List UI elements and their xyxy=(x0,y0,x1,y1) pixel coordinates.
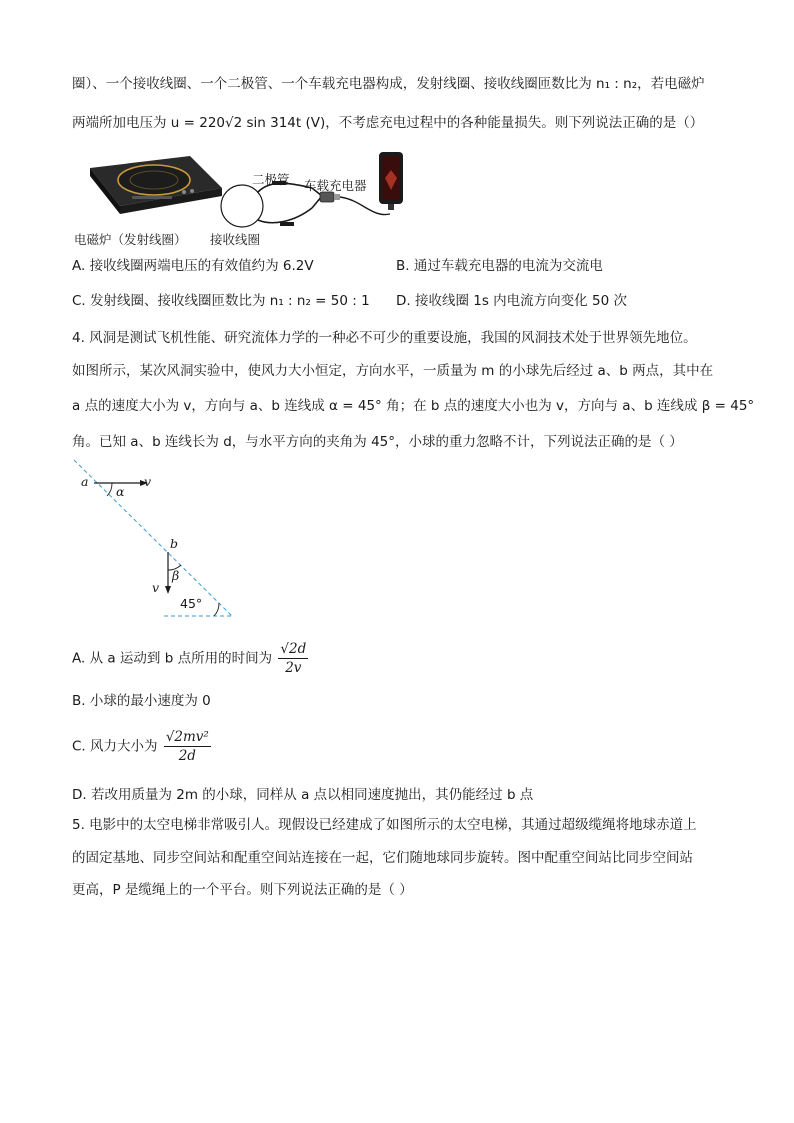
q4-option-c-denominator: 2d xyxy=(178,748,196,764)
q4-stem-line-4: 角。已知 a、b 连线长为 d，与水平方向的夹角为 45°，小球的重力忽略不计，下列说法正确的是（ ） xyxy=(72,434,683,450)
q4-option-a-fraction xyxy=(278,640,308,677)
q4-stem-line-1: 4. 风洞是测试飞机性能、研究流体力学的一种必不可少的重要设施，我国的风洞技术处于世界领先地位。 xyxy=(72,330,697,346)
q4-figure xyxy=(72,456,252,626)
label-point-b: b xyxy=(170,536,179,551)
q3-option-b: B. 通过车载充电器的电流为交流电 xyxy=(396,258,603,274)
q4-option-c-numerator: √2mv² xyxy=(165,729,209,745)
label-receiver-coil: 接收线圈 xyxy=(210,232,261,247)
label-car-charger: 车载充电器 xyxy=(304,178,367,193)
q4-stem-line-2: 如图所示，某次风洞实验中，使风力大小恒定，方向水平，一质量为 m 的小球先后经过 a、b 两点，其中在 xyxy=(72,363,714,379)
q3-option-c: C. 发射线圈、接收线圈匝数比为 n₁ : n₂ = 50 : 1 xyxy=(72,293,370,309)
q4-stem-line-3: a 点的速度大小为 v，方向与 a、b 连线成 α = 45° 角；在 b 点的速度大小也为 v，方向与 a、b 连线成 β = 45° xyxy=(72,398,755,414)
phone-image xyxy=(379,152,403,210)
q3-figure xyxy=(72,148,412,248)
receiver-coil xyxy=(221,185,263,227)
q4-option-c-text: C. 风力大小为 xyxy=(72,738,158,755)
q3-option-a: A. 接收线圈两端电压的有效值约为 6.2V xyxy=(72,258,314,274)
q4-option-d: D. 若改用质量为 2m 的小球，同样从 a 点以相同速度抛出，其仍能经过 b 点 xyxy=(72,787,534,803)
q4-option-a-denominator: 2v xyxy=(285,660,302,676)
wind-tunnel-diagram xyxy=(72,456,252,626)
q3-option-d: D. 接收线圈 1s 内电流方向变化 50 次 xyxy=(396,293,627,309)
label-angle-45: 45° xyxy=(180,596,203,611)
label-diode: 二极管 xyxy=(252,172,290,187)
label-induction-cooker: 电磁炉（发射线圈） xyxy=(74,232,187,247)
q5-stem-line-3: 更高，P 是缆绳上的一个平台。则下列说法正确的是（ ） xyxy=(72,882,413,898)
q4-option-a xyxy=(72,640,308,677)
q4-option-a-text: A. 从 a 运动到 b 点所用的时间为 xyxy=(72,650,273,667)
label-alpha: α xyxy=(116,484,125,499)
q4-option-a-numerator: √2d xyxy=(280,641,307,657)
label-point-a: a xyxy=(81,474,89,489)
label-velocity-b: v xyxy=(152,580,160,595)
induction-cooker-image xyxy=(90,156,222,214)
q5-stem-line-2: 的固定基地、同步空间站和配重空间站连接在一起，它们随地球同步旋转。图中配重空间站比同步空间站 xyxy=(72,850,693,866)
q4-option-c-fraction xyxy=(164,728,211,765)
q4-option-b: B. 小球的最小速度为 0 xyxy=(72,693,211,709)
label-velocity-a: v xyxy=(144,474,152,489)
q3-stem-line-1: 圈）、一个接收线圈、一个二极管、一个车载充电器构成，发射线圈、接收线圈匝数比为 n₁ : n₂，若电磁炉 xyxy=(72,76,705,92)
q3-stem-line-2: 两端所加电压为 u = 220√2 sin 314t (V)，不考虑充电过程中的各种能量损失。则下列说法正确的是（） xyxy=(72,115,704,131)
label-beta: β xyxy=(172,568,180,583)
q5-stem-line-1: 5. 电影中的太空电梯非常吸引人。现假设已经建成了如图所示的太空电梯，其通过超级缆绳将地球赤道上 xyxy=(72,817,697,833)
q4-option-c xyxy=(72,728,211,765)
